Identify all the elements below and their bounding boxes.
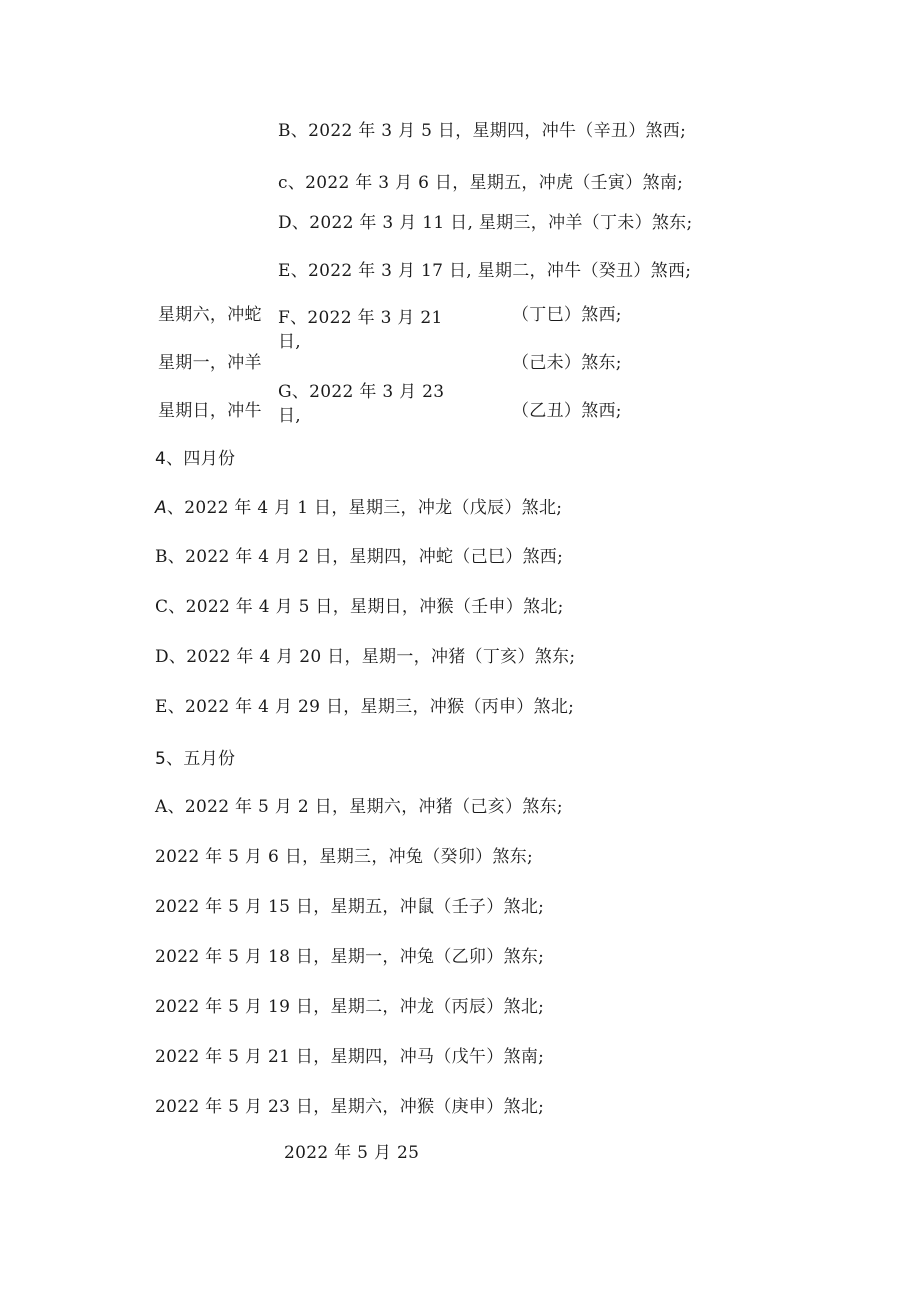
april-heading: 4、四月份 [155,449,236,469]
may-heading: 5、五月份 [155,749,236,769]
may-item: 2022 年 5 月 19 日，星期二，冲龙（丙辰）煞北; [155,997,545,1017]
march-item-e: E、2022 年 3 月 17 日, 星期二，冲牛（癸丑）煞西; [278,261,692,281]
may-item: 2022 年 5 月 15 日，星期五，冲鼠（壬子）煞北; [155,897,545,917]
march-h-date: G、2022 年 3 月 23 日, [278,382,445,426]
march-h-weekday: 星期日，冲牛 [158,401,262,421]
may-item: 2022 年 5 月 18 日，星期一，冲兔（乙卯）煞东; [155,947,545,967]
march-g-clash: （己未）煞东; [512,353,622,373]
april-item-prefix: A [155,498,167,518]
march-item-b: B、2022 年 3 月 5 日，星期四，冲牛（辛丑）煞西; [278,121,687,141]
may-item: 2022 年 5 月 6 日，星期三，冲兔（癸卯）煞东; [155,847,534,867]
march-h-clash: （乙丑）煞西; [512,401,622,421]
march-f-weekday: 星期六，冲蛇 [158,305,262,325]
april-item [155,497,562,519]
april-item: D、2022 年 4 月 20 日，星期一，冲猪（丁亥）煞东; [155,647,576,667]
march-g-weekday: 星期一，冲羊 [158,353,262,373]
march-f-date: F、2022 年 3 月 21 日, [278,308,443,352]
march-f-clash: （丁巳）煞西; [512,305,622,325]
march-item-d: D、2022 年 3 月 11 日, 星期三，冲羊（丁未）煞东; [278,213,693,233]
april-item: C、2022 年 4 月 5 日，星期日，冲猴（壬申）煞北; [155,597,564,617]
april-item-text: 、2022 年 4 月 1 日，星期三，冲龙（戊辰）煞北; [166,498,563,518]
may-trailing-fragment: 2022 年 5 月 25 [284,1143,420,1163]
may-item: 2022 年 5 月 23 日，星期六，冲猴（庚申）煞北; [155,1097,545,1117]
april-item: B、2022 年 4 月 2 日，星期四，冲蛇（己巳）煞西; [155,547,564,567]
may-item: A、2022 年 5 月 2 日，星期六，冲猪（己亥）煞东; [155,797,563,817]
april-item: E、2022 年 4 月 29 日，星期三，冲猴（丙申）煞北; [155,697,575,717]
march-item-c: c、2022 年 3 月 6 日，星期五，冲虎（壬寅）煞南; [278,173,684,193]
may-item: 2022 年 5 月 21 日，星期四，冲马（戊午）煞南; [155,1047,545,1067]
